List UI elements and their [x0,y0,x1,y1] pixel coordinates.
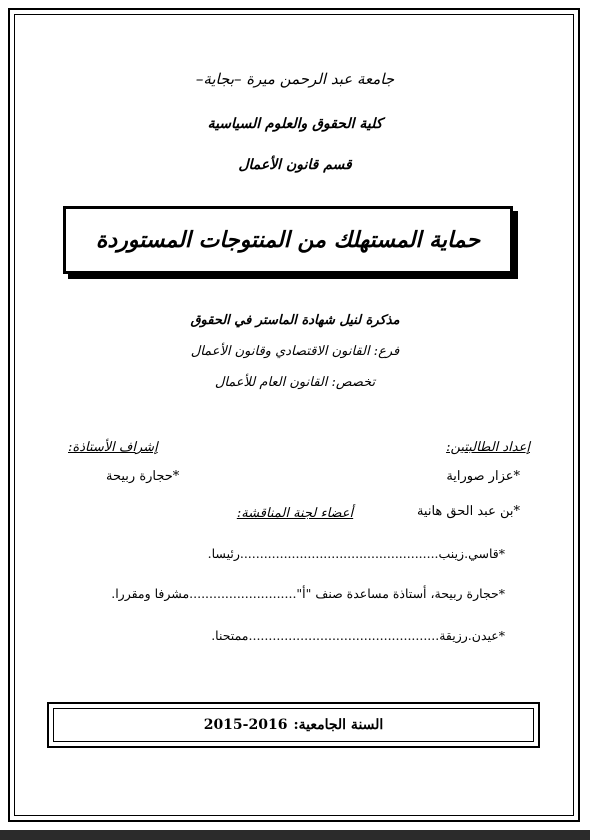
students-label: إعداد الطالبتين: [446,440,530,455]
student-name: *عزار صوراية [446,469,520,484]
supervisor-label: إشراف الأستاذة: [68,440,158,455]
committee-label: أعضاء لجنة المناقشة: [236,506,354,521]
memo-purpose: مذكرة لنيل شهادة الماستر في الحقوق [190,313,400,328]
student-name: *بن عبد الحق هانية [416,504,520,519]
committee-member: *عيدن.رزيقة................................................ممتحنا. [211,628,505,643]
academic-year-label: السنة الجامعية: [293,717,384,733]
academic-year [53,708,534,742]
memo-specialty: تخصص: القانون العام للأعمال [214,375,376,390]
committee-member: *حجارة ربيحة، أستاذة مساعدة صنف "أ"...........................مشرفا ومقررا. [111,586,505,601]
page-border-inner [14,14,574,816]
memo-branch: فرع: القانون الاقتصادي وقانون الأعمال [190,344,400,359]
title-box [63,206,513,274]
academic-year-value: 2015-2016 [203,717,288,733]
academic-year-box [47,702,540,748]
thesis-title: حماية المستهلك من المنتوجات المستوردة [95,227,481,253]
bottom-bar [0,830,590,840]
department-name: قسم قانون الأعمال [238,157,352,173]
faculty-name: كلية الحقوق والعلوم السياسية [207,116,383,132]
supervisor-name: *حجارة ربيحة [106,469,180,484]
university-name: جامعة عبد الرحمن ميرة –بجاية– [195,70,395,88]
committee-member: *قاسي.زينب..................................................رئيسا. [207,546,505,561]
